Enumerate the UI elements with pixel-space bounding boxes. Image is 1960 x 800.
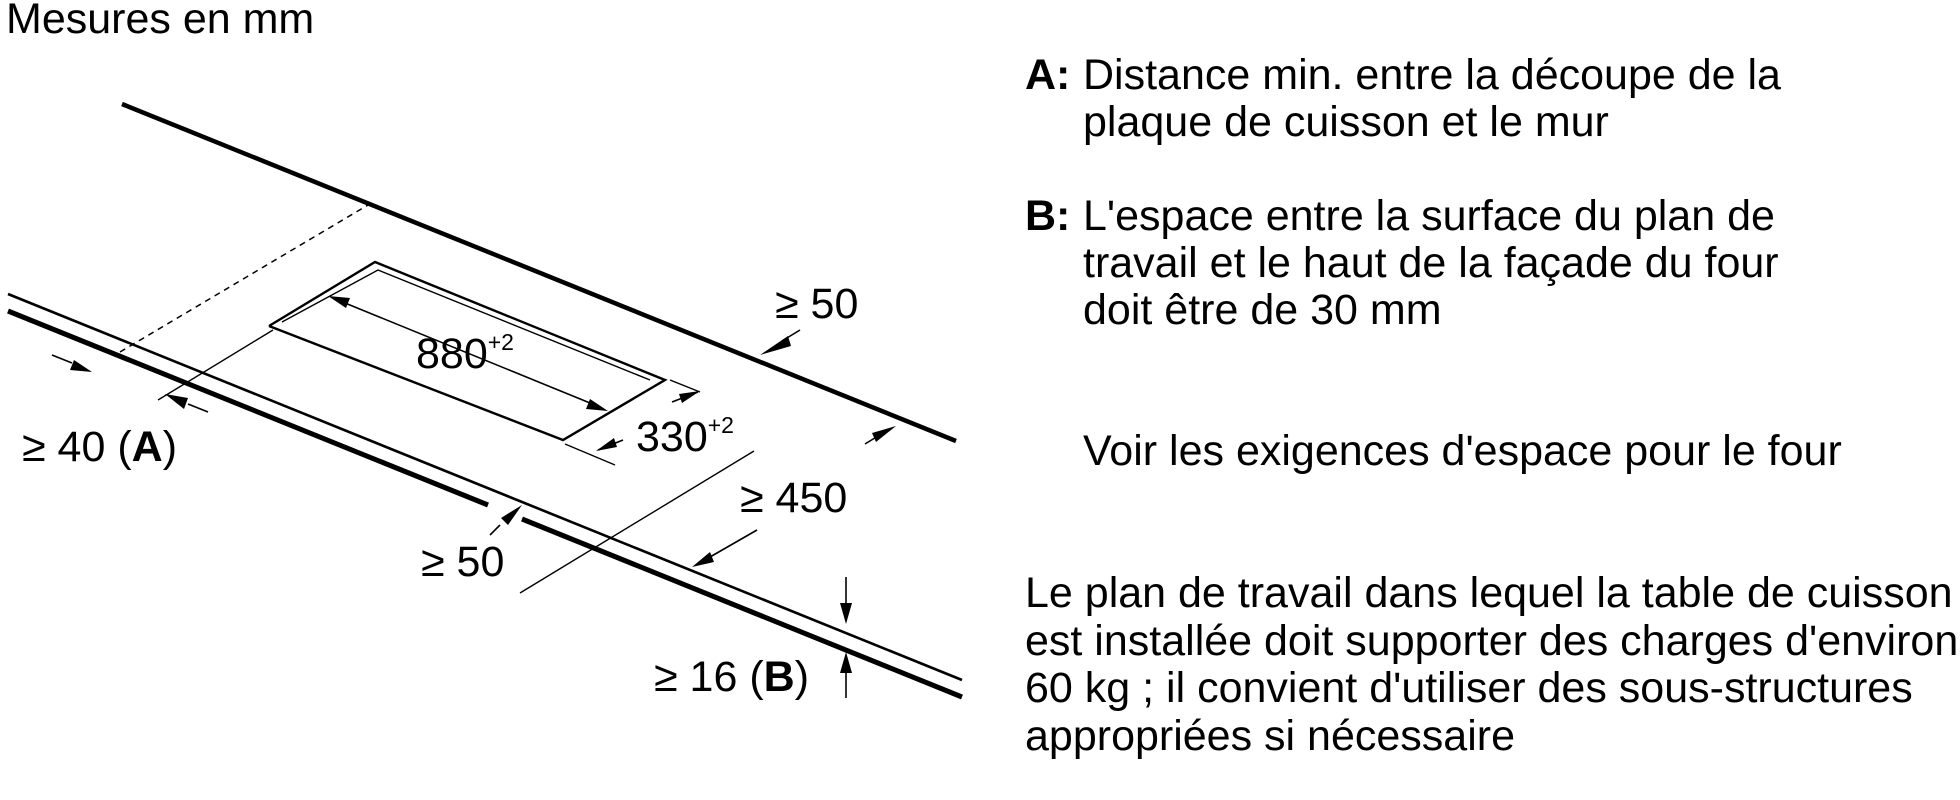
units-label: Mesures en mm — [6, 0, 315, 43]
front-clearance-arrow — [490, 505, 522, 535]
note-a-text: Distance min. entre la découpe de la plaque de cuisson et le mur — [1083, 51, 1781, 146]
thickness-label: ≥ 16 (B) — [654, 653, 810, 701]
side-extension-line — [158, 330, 273, 400]
front-clearance-label: ≥ 50 — [421, 538, 505, 586]
rear-clearance-arrow — [760, 330, 800, 355]
cutout-width-label: $880^{+2}$ — [416, 329, 514, 378]
side-clearance-label: ≥ 40 (A) — [22, 423, 178, 471]
load-note: Le plan de travail dans lequel la table de cuisson est installée doit supporter des charges d'environ 60 kg ; il convient d'utiliser des sous-structures appropriées si nécessaire — [1025, 569, 1959, 760]
thickness-arrows — [840, 577, 852, 698]
oven-note: Voir les exigences d'espace pour le four — [1083, 427, 1842, 475]
side-guide-dashed — [120, 205, 368, 352]
note-b-key: B: — [1025, 192, 1071, 240]
depth-min-label: ≥ 450 — [740, 474, 848, 522]
rear-clearance-label: ≥ 50 — [775, 280, 859, 328]
note-a-key: A: — [1025, 51, 1071, 99]
cutout-depth-label: $330^{+2}$ — [636, 412, 734, 461]
note-b-text: L'espace entre la surface du plan de travail et le haut de la façade du four doit être de 30 mm — [1083, 192, 1779, 334]
